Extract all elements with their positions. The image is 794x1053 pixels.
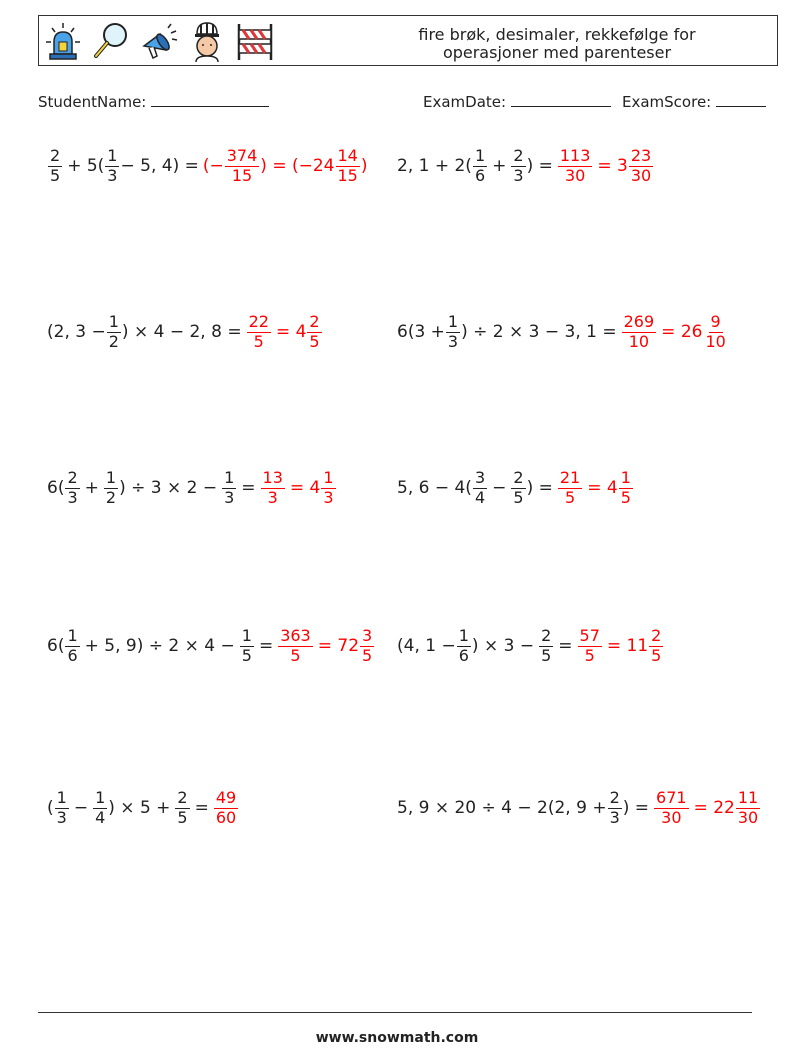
student-name-blank[interactable] [151,94,269,107]
fraction: $\frac{2}{3}$ [609,788,620,827]
expression-text: 6( [47,477,65,498]
problem-8 [397,628,664,665]
fraction: $\frac{1}{2}$ [108,312,119,351]
fraction: $\frac{2}{3}$ [513,146,524,185]
fraction: $\frac{2}{5}$ [541,626,552,665]
problem-6 [397,470,634,507]
expression-text: ) × 5 + [108,797,171,818]
footer-divider [38,1012,752,1013]
fraction: $\frac{2}{5}$ [50,146,61,185]
expression-text: (4, 1 − [397,635,456,656]
fraction: $\frac{1}{2}$ [105,468,117,507]
footer-site[interactable]: www.snowmath.com [315,1030,479,1046]
expression-text: ) ÷ 3 × 2 − [119,477,218,498]
exam-score-label: ExamScore: [622,93,712,111]
problem-2 [397,148,654,185]
answer: $\frac{49}{60}$ [215,788,237,827]
answer: $\frac{363}{5}$ = 72 $\frac{3}{5}$ [280,626,373,665]
siren-icon [42,20,84,62]
fraction: $\frac{1}{3}$ [447,312,459,351]
expression-text: = [558,635,573,656]
expression-text: ) ÷ 2 × 3 − 3, 1 = [461,321,617,342]
problem-5 [47,470,337,507]
answer: $\frac{269}{10}$ = 26 $\frac{9}{10}$ [623,312,726,351]
problem-10 [397,790,761,827]
expression-text: = [194,797,209,818]
expression-text: + [84,477,99,498]
exam-score-blank[interactable] [716,94,766,107]
problem-1 [47,148,368,185]
expression-text: 5, 9 × 20 ÷ 4 − 2(2, 9 + [397,797,607,818]
fraction: $\frac{2}{5}$ [513,468,524,507]
exam-date-label: ExamDate: [423,93,507,111]
student-name-label: StudentName: [38,93,147,111]
expression-text: 5, 6 − 4( [397,477,472,498]
problem-7 [47,628,375,665]
expression-text: 6( [47,635,65,656]
answer: $\frac{113}{30}$ = 3 $\frac{23}{30}$ [559,146,652,185]
barrier-icon [234,20,276,62]
worksheet-title [387,26,727,62]
answer: $\frac{21}{5}$ = 4 $\frac{1}{5}$ [559,468,631,507]
expression-text: (2, 3 − [47,321,106,342]
expression-text: ) × 4 − 2, 8 = [121,321,242,342]
title-line-1: fire brøk, desimaler, rekkefølge for [418,25,696,44]
megaphone-icon [138,20,180,62]
expression-text: ) = [526,155,553,176]
answer: $\frac{22}{5}$ = 4 $\frac{2}{5}$ [248,312,320,351]
problem-3 [47,314,323,351]
fraction: $\frac{1}{5}$ [241,626,252,665]
expression-text: + 5, 9) ÷ 2 × 4 − [84,635,235,656]
problem-4 [397,314,729,351]
fraction: $\frac{2}{5}$ [177,788,188,827]
fraction: $\frac{1}{6}$ [458,626,469,665]
expression-text: ) × 3 − [471,635,535,656]
expression-text: ( [47,797,54,818]
expression-text: 2, 1 + 2( [397,155,472,176]
fraction: $\frac{1}{4}$ [95,788,106,827]
fraction: $\frac{3}{4}$ [474,468,486,507]
problem-9 [47,790,239,827]
fraction: $\frac{1}{3}$ [224,468,235,507]
exam-date-field [423,93,611,111]
expression-text: ) = [526,477,553,498]
exam-score-field [622,93,766,111]
expression-text: ) = [622,797,650,818]
answer: $\frac{13}{3}$ = 4 $\frac{1}{3}$ [262,468,334,507]
expression-text: + [492,155,507,176]
title-line-2: operasjoner med parenteser [442,43,672,62]
fraction: $\frac{2}{3}$ [67,468,78,507]
fraction: $\frac{1}{3}$ [56,788,67,827]
expression-text: = [241,477,256,498]
fraction: $\frac{1}{6}$ [474,146,486,185]
magnifier-icon [90,20,132,62]
expression-text: = [258,635,274,656]
referee-icon [186,20,228,62]
expression-text: − [492,477,507,498]
header-icons [42,19,276,63]
fraction: $\frac{1}{3}$ [107,146,118,185]
fraction: $\frac{1}{6}$ [67,626,78,665]
expression-text: + 5( [67,155,105,176]
expression-text: − 5, 4) = [120,155,199,176]
header-box [38,15,778,66]
answer: $\frac{671}{30}$ = 22 $\frac{11}{30}$ [656,788,759,827]
expression-text: − [73,797,89,818]
student-name-field [38,93,269,111]
exam-date-blank[interactable] [511,94,611,107]
answer: (− $\frac{374}{15}$ ) = (−24 $\frac{14}{15}$ ) [202,146,368,185]
expression-text: 6(3 + [397,321,445,342]
answer: $\frac{57}{5}$ = 11 $\frac{2}{5}$ [579,626,662,665]
